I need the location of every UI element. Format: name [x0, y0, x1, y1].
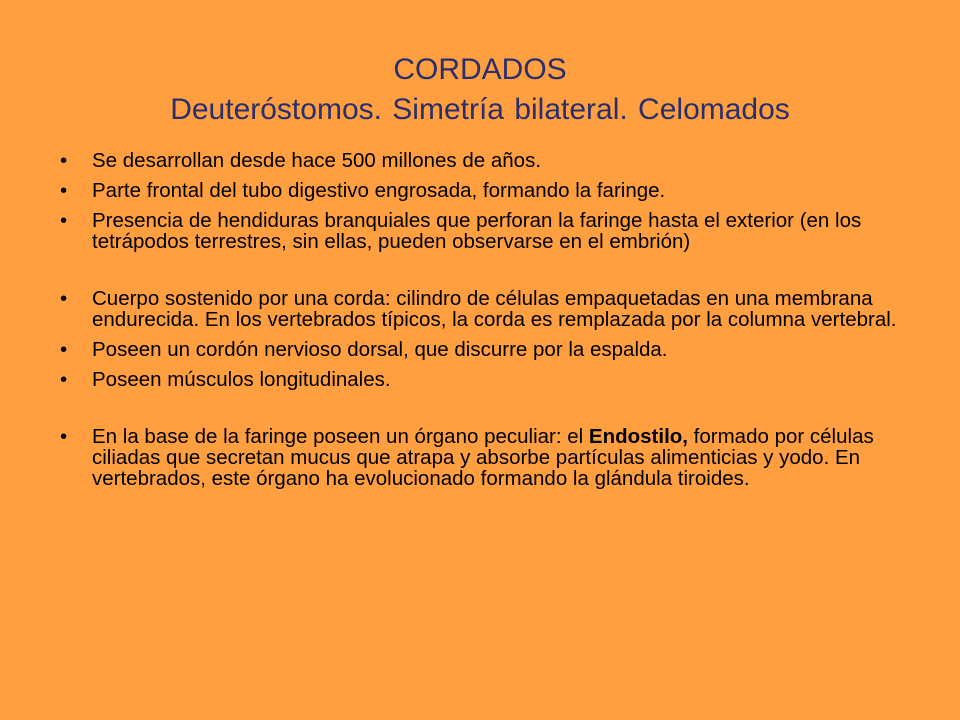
title-line-2: Deuteróstomos. Simetría bilateral. Celomados — [170, 93, 790, 126]
endostilo-term: Endostilo, — [588, 425, 688, 448]
bullet-text: Cuerpo sostenido por una corda: cilindro de células empaquetadas en una membrana endurecida. En los vertebrados típicos, la corda es remplazada por la columna vertebral. — [92, 287, 897, 331]
bullet-item — [60, 369, 920, 390]
bullet-item — [60, 288, 920, 330]
bullet-item — [60, 150, 920, 171]
bullet-item — [60, 339, 920, 360]
bullet-item — [60, 210, 920, 252]
bullet-text: Poseen un cordón nervioso dorsal, que discurre por la espalda. — [92, 338, 668, 361]
bullet-text: Parte frontal del tubo digestivo engrosada, formando la faringe. — [92, 179, 666, 202]
bullet-glyph: • — [60, 287, 68, 310]
bullet-item — [60, 426, 920, 489]
bullet-glyph: • — [60, 338, 68, 361]
bullet-glyph: • — [60, 149, 68, 172]
bullet-text-part: En la base de la faringe poseen un órgano peculiar: el — [92, 425, 589, 448]
bullet-text: Presencia de hendiduras branquiales que perforan la faringe hasta el exterior (en los tetrápodos terrestres, sin ellas, pueden observarse en el embrión) — [92, 209, 862, 253]
bullet-glyph: • — [60, 209, 68, 232]
bullet-glyph: • — [60, 425, 68, 448]
bullet-text — [92, 425, 874, 490]
slide-title — [60, 50, 900, 130]
bullet-text-part: formado por células ciliadas que secretan mucus que atrapa y absorbe partículas alimenticias y yodo. En vertebrados, este órgano ha evolucionado formando la glándula tiroides. — [92, 425, 874, 490]
title-line-1: CORDADOS — [393, 53, 567, 86]
bullet-text: Poseen músculos longitudinales. — [92, 368, 391, 391]
bullet-glyph: • — [60, 368, 68, 391]
bullet-glyph: • — [60, 179, 68, 202]
bullet-text: Se desarrollan desde hace 500 millones de años. — [92, 149, 542, 172]
bullet-list — [60, 150, 920, 498]
bullet-item — [60, 180, 920, 201]
